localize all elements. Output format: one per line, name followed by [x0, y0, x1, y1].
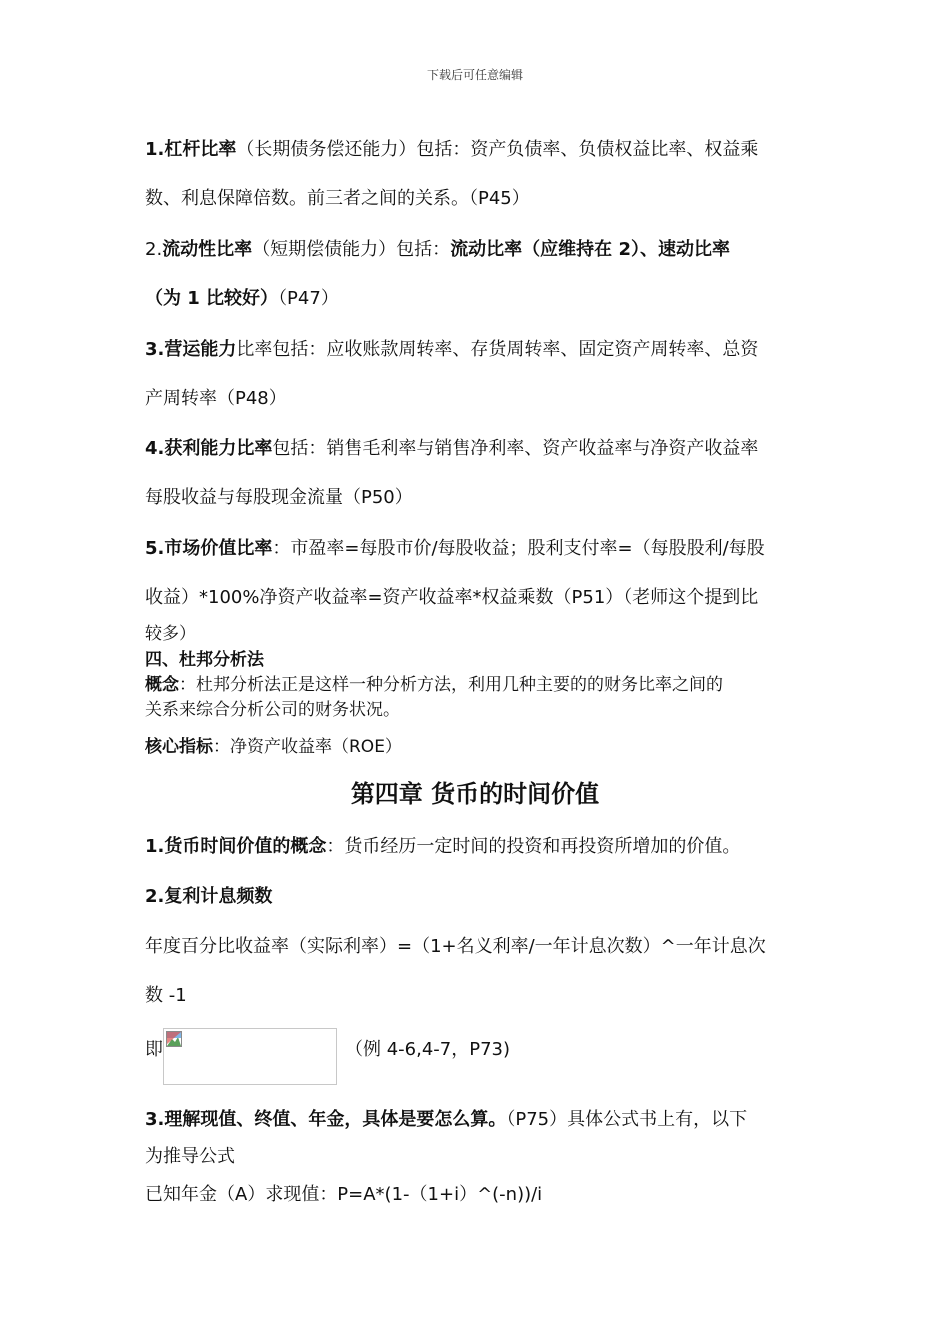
- market-value-line-2: [145, 586, 810, 610]
- liquidity-ratio-heading: 流动性比率: [162, 239, 253, 260]
- annuity-pv-formula-line: [145, 1183, 810, 1207]
- dupont-core-label: 核心指标: [145, 737, 213, 757]
- profitability-line-2: [145, 486, 810, 510]
- leverage-ratio-text-a: （长期债务偿还能力）包括：资产负债率、负债权益比率、权益乘: [236, 139, 759, 160]
- annuity-pv-formula: 已知年金（A）求现值：P=A*(1-（1+i）^(-n))/i: [145, 1184, 543, 1205]
- page-header: 下载后可任意编辑: [426, 68, 523, 82]
- operating-ability-heading: 3.营运能力: [145, 339, 237, 360]
- leverage-ratio-line-2: [145, 187, 810, 211]
- market-value-text-a: ：市盈率=每股市价/每股收益；股利支付率=（每股股利/每股: [272, 538, 765, 559]
- operating-ability-text-b: 产周转率（P48）: [145, 388, 287, 409]
- formula-suffix-line: [345, 1038, 645, 1062]
- formula-image-placeholder: [163, 1028, 337, 1085]
- profitability-line-1: [145, 437, 810, 461]
- liquidity-ratio-number: 2.: [145, 239, 163, 260]
- pv-fv-annuity-text-b: 为推导公式: [145, 1146, 235, 1167]
- leverage-ratio-line-1: [145, 138, 810, 162]
- formula-suffix: （例 4-6,4-7，P73): [345, 1039, 511, 1060]
- apy-formula-text-a: 年度百分比收益率（实际利率）=（1+名义利率/一年计息次数）^一年计息次: [145, 936, 766, 957]
- compound-frequency-heading: 2.复利计息频数: [145, 886, 273, 907]
- pv-fv-annuity-line-2: [145, 1145, 810, 1169]
- dupont-title: [145, 648, 810, 672]
- market-value-line-3: [145, 622, 810, 646]
- liquidity-ratio-line-1: [145, 238, 810, 262]
- dupont-concept-line-2: [145, 698, 810, 722]
- dupont-core-text: ：净资产收益率（ROE）: [213, 737, 402, 757]
- time-value-concept-text: ：货币经历一定时间的投资和再投资所增加的价值。: [326, 836, 741, 857]
- chapter-title: 第四章 货币的时间价值: [350, 780, 600, 808]
- pv-fv-annuity-line-1: [145, 1108, 810, 1132]
- leverage-ratio-heading: 1.杠杆比率: [145, 139, 237, 160]
- market-value-line-1: [145, 537, 810, 561]
- liquidity-ratio-bold-c: （为 1 比较好）: [145, 288, 279, 309]
- dupont-concept-label: 概念: [145, 675, 179, 695]
- market-value-text-c: 较多）: [145, 624, 196, 644]
- dupont-title-text: 四、杜邦分析法: [145, 650, 264, 670]
- operating-ability-line-1: [145, 338, 810, 362]
- liquidity-ratio-text-a: （短期偿债能力）包括：: [252, 239, 451, 260]
- dupont-core-line: [145, 735, 810, 759]
- market-value-heading: 5.市场价值比率: [145, 538, 273, 559]
- pv-fv-annuity-heading: 3.理解现值、终值、年金，具体是要怎么算。: [145, 1109, 507, 1130]
- liquidity-ratio-text-c: （P47）: [278, 288, 339, 309]
- profitability-text-a: 包括：销售毛利率与销售净利率、资产收益率与净资产收益率: [272, 438, 759, 459]
- profitability-heading: 4.获利能力比率: [145, 438, 273, 459]
- formula-prefix: 即: [145, 1039, 163, 1060]
- market-value-text-b: 收益）*100%净资产收益率=资产收益率*权益乘数（P51）（老师这个提到比: [145, 587, 759, 608]
- liquidity-ratio-bold-b: 流动比率（应维持在 2）、速动比率: [450, 239, 730, 260]
- dupont-concept-text-a: ：杜邦分析法正是这样一种分析方法，利用几种主要的的财务比率之间的: [179, 675, 723, 695]
- apy-formula-line-1: [145, 935, 810, 959]
- leverage-ratio-text-b: 数、利息保障倍数。前三者之间的关系。（P45）: [145, 188, 530, 209]
- time-value-concept-line: [145, 835, 810, 859]
- dupont-concept-text-b: 关系来综合分析公司的财务状况。: [145, 700, 400, 720]
- time-value-concept-heading: 1.货币时间价值的概念: [145, 836, 327, 857]
- compound-frequency-heading-line: [145, 885, 810, 909]
- liquidity-ratio-line-2: [145, 287, 810, 311]
- formula-prefix-line: [145, 1038, 165, 1062]
- profitability-text-b: 每股收益与每股现金流量（P50）: [145, 487, 413, 508]
- pv-fv-annuity-text-a: （P75）具体公式书上有，以下: [506, 1109, 748, 1130]
- dupont-concept-line-1: [145, 673, 810, 697]
- apy-formula-text-b: 数 -1: [145, 985, 187, 1006]
- operating-ability-line-2: [145, 387, 810, 411]
- operating-ability-text-a: 比率包括：应收账款周转率、存货周转率、固定资产周转率、总资: [236, 339, 759, 360]
- apy-formula-line-2: [145, 984, 810, 1008]
- broken-image-icon: [166, 1031, 182, 1047]
